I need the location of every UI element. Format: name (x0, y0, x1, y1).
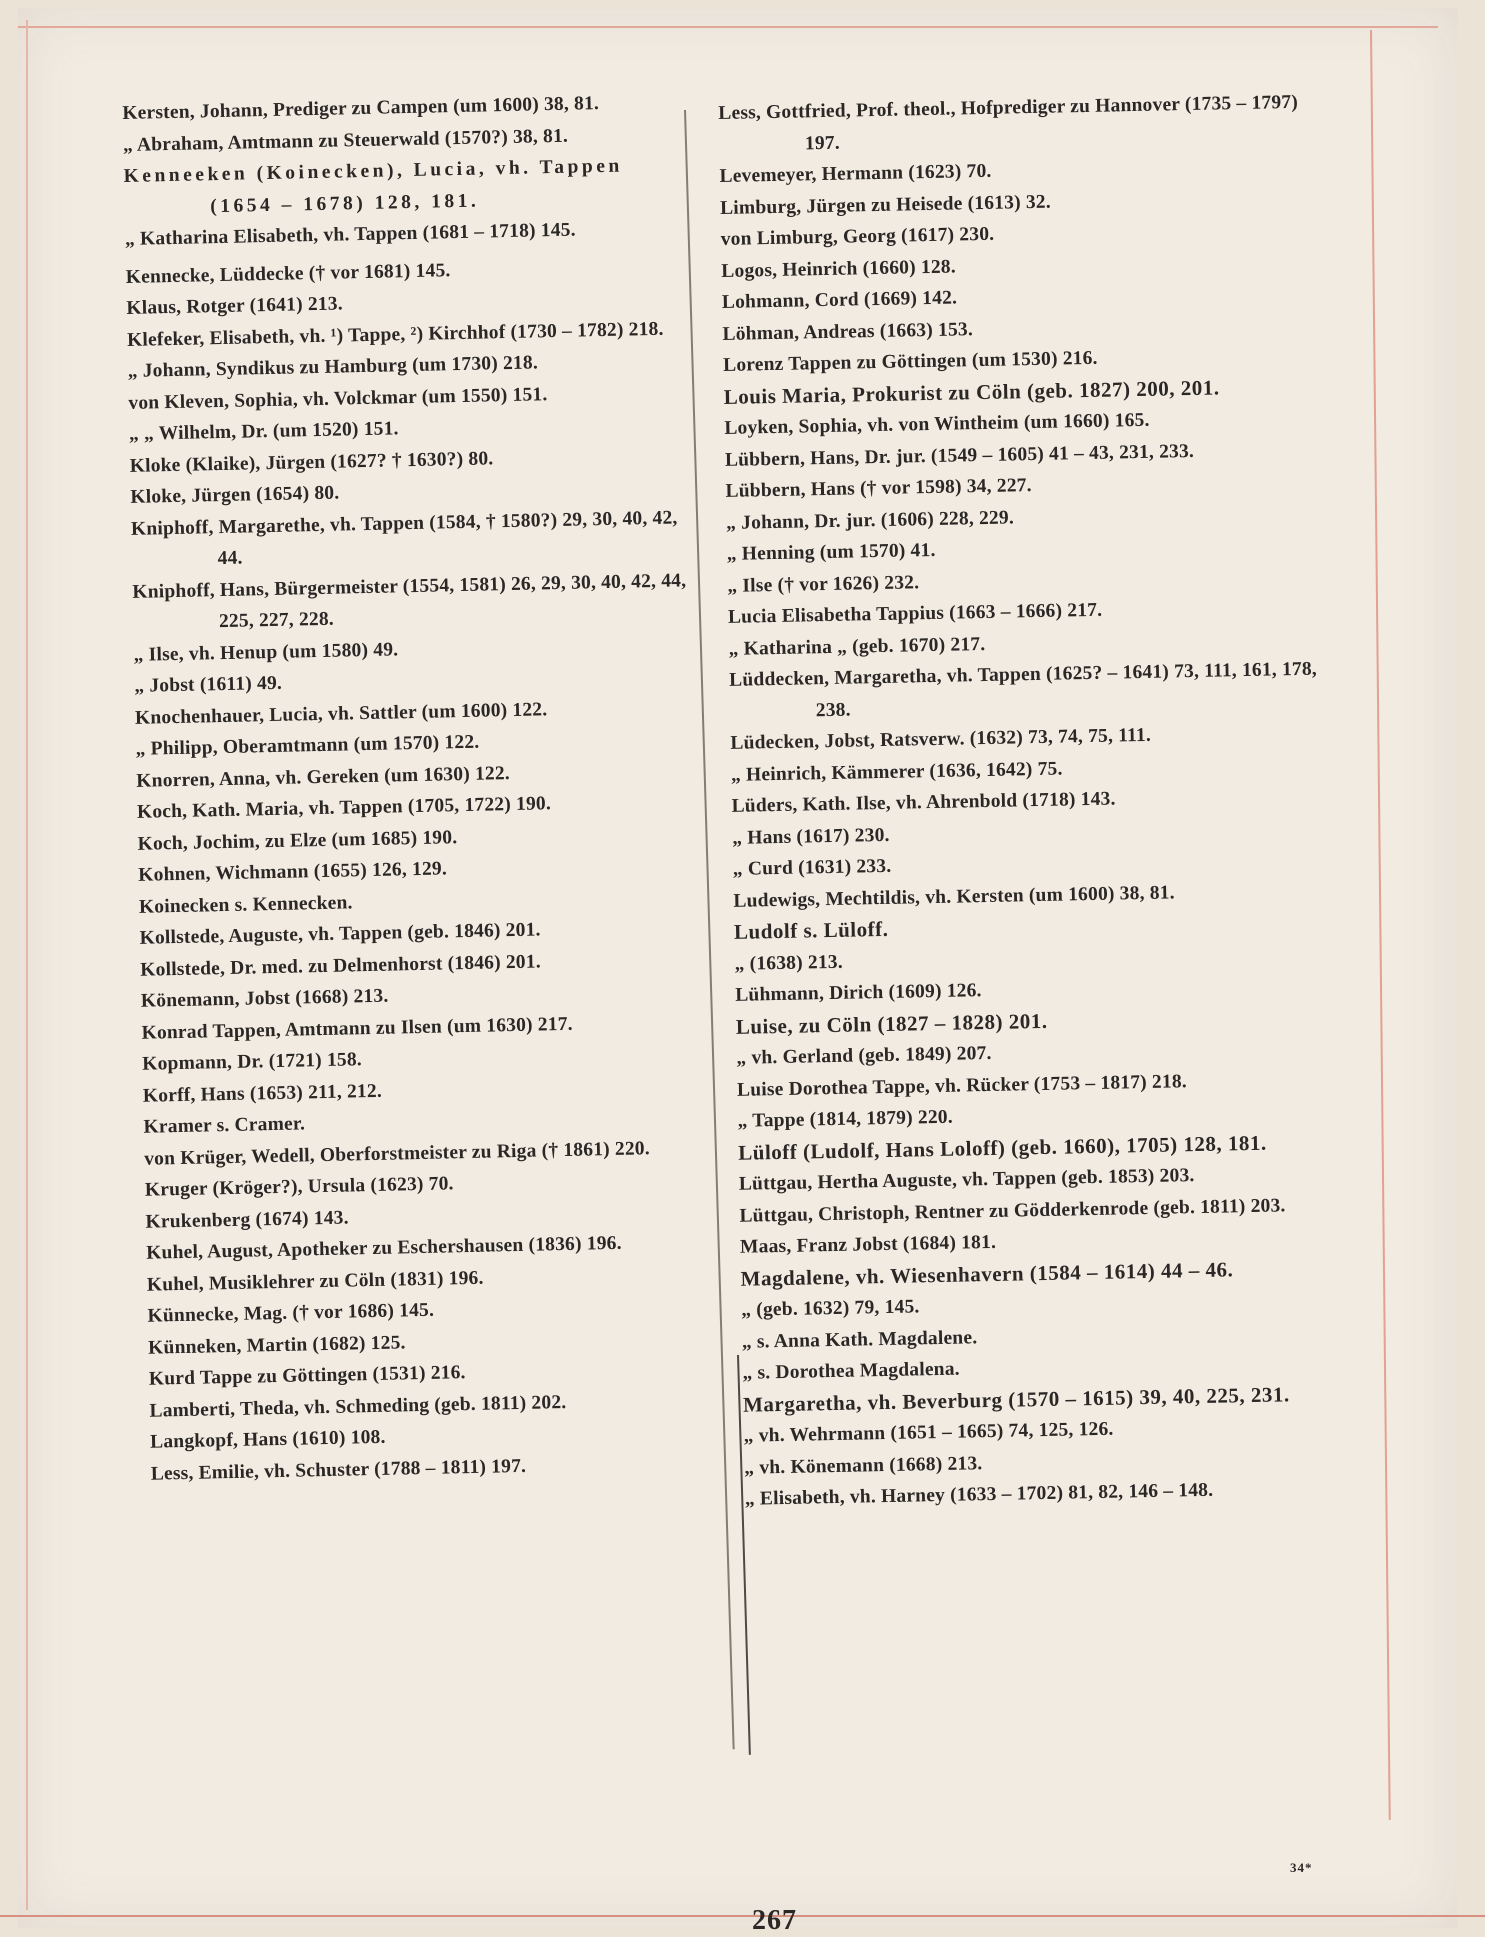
index-entry: Könemann, Jobst (1668) 213. (140, 985, 389, 1012)
index-entry: „ „ Wilhelm, Dr. (um 1520) 151. (128, 418, 399, 445)
index-entry: „ vh. Wehrmann (1651 – 1665) 74, 125, 126. (743, 1418, 1114, 1447)
index-entry: „ Katharina Elisabeth, vh. Tappen (1681 – 1718) 145. (124, 219, 576, 250)
index-entry: Lübbern, Hans († vor 1598) 34, 227. (725, 475, 1032, 502)
index-entry: Korff, Hans (1653) 211, 212. (142, 1080, 383, 1107)
index-entry: „ Tappe (1814, 1879) 220. (737, 1106, 954, 1132)
index-entry: Lübbern, Hans, Dr. jur. (1549 – 1605) 41 – 43, 231, 233. (724, 440, 1195, 471)
index-entry: Klefeker, Elisabeth, vh. ¹) Tappe, ²) Kirchhof (1730 – 1782) 218. (126, 318, 664, 351)
index-entry: Koch, Kath. Maria, vh. Tappen (1705, 1722) 190. (136, 793, 552, 823)
index-entry: „ Philipp, Oberamtmann (um 1570) 122. (135, 731, 480, 760)
index-entry: Kuhel, August, Apotheker zu Eschershausen (1836) 196. (145, 1232, 622, 1264)
index-entry: Kenneeken (Koinecken), Lucia, vh. Tappen (1654 – 1678) 128, 181. (123, 155, 623, 217)
index-entry-bold: Ludolf s. Lüloff. (733, 916, 889, 944)
index-entry: „ Katharina „ (geb. 1670) 217. (728, 633, 986, 660)
index-entry: Luise Dorothea Tappe, vh. Rücker (1753 – 1817) 218. (736, 1070, 1188, 1101)
index-entry: Kniphoff, Margarethe, vh. Tappen (1584, † 1580?) 29, 30, 40, 42, 44. (130, 506, 678, 570)
left-margin-rule (26, 20, 28, 1910)
index-entry: „ Ilse, vh. Henup (um 1580) 49. (133, 638, 399, 666)
bottom-margin-rule (0, 1915, 1485, 1917)
index-entry: „ Heinrich, Kämmerer (1636, 1642) 75. (730, 758, 1063, 786)
index-entry: Lüdecken, Jobst, Ratsverw. (1632) 73, 74, 75, 111. (730, 724, 1152, 754)
index-column-left (122, 86, 721, 1490)
index-entry: Kopmann, Dr. (1721) 158. (142, 1049, 363, 1075)
index-entry: Lüttgau, Hertha Auguste, vh. Tappen (geb. 1853) 203. (738, 1165, 1195, 1195)
index-entry: Knorren, Anna, vh. Gereken (um 1630) 122. (136, 762, 511, 792)
index-entry: „ vh. Könemann (1668) 213. (744, 1452, 983, 1479)
index-entry: Maas, Franz Jobst (1684) 181. (739, 1231, 997, 1258)
index-entry: „ Johann, Syndikus zu Hamburg (um 1730) 218. (127, 352, 539, 382)
index-entry-bold: Lüloff (Ludolf, Hans Loloff) (geb. 1660), 1705) 128, 181. (738, 1130, 1267, 1165)
index-entry: „ (geb. 1632) 79, 145. (741, 1296, 920, 1321)
index-entry: Löhman, Andreas (1663) 153. (722, 318, 974, 345)
index-entry: Langkopf, Hans (1610) 108. (149, 1426, 386, 1453)
index-entry: Koch, Jochim, zu Elze (um 1685) 190. (137, 826, 458, 855)
index-entry: Lüders, Kath. Ilse, vh. Ahrenbold (1718) 143. (731, 788, 1116, 817)
index-entry-bold: Louis Maria, Prokurist zu Cöln (geb. 1827) 200, 201. (723, 374, 1220, 409)
page-number: 267 (752, 1905, 797, 1936)
index-entry: Kollstede, Dr. med. zu Delmenhorst (1846) 201. (140, 950, 542, 981)
index-entry: Lohmann, Cord (1669) 142. (721, 287, 958, 313)
index-entry: „ Curd (1631) 233. (732, 855, 892, 880)
index-entry: Kramer s. Cramer. (143, 1113, 306, 1138)
index-entry: Levemeyer, Hermann (1623) 70. (719, 160, 992, 187)
index-entry: von Kleven, Sophia, vh. Volckmar (um 1550) 151. (128, 383, 548, 414)
index-entry: Künneken, Martin (1682) 125. (147, 1331, 406, 1359)
index-entry: Less, Gottfried, Prof. theol., Hofprediger zu Hannover (1735 – 1797) 197. (718, 91, 1299, 154)
index-entry: Lamberti, Theda, vh. Schmeding (geb. 1811) 202. (149, 1391, 567, 1422)
index-entry: „ vh. Gerland (geb. 1849) 207. (736, 1042, 992, 1069)
index-entry: Kniphoff, Hans, Bürgermeister (1554, 1581) 26, 29, 30, 40, 42, 44, 225, 227, 228. (132, 569, 687, 633)
index-entry: Lühmann, Dirich (1609) 126. (735, 980, 982, 1006)
index-entry: Kuhel, Musiklehrer zu Cöln (1831) 196. (146, 1267, 484, 1296)
index-entry: von Krüger, Wedell, Oberforstmeister zu Riga († 1861) 220. (144, 1137, 651, 1170)
index-entry-bold: Magdalene, vh. Wiesenhavern (1584 – 1614) 44 – 46. (740, 1256, 1234, 1291)
index-entry: Krukenberg (1674) 143. (145, 1207, 349, 1233)
index-entry: „ Jobst (1611) 49. (134, 672, 283, 697)
index-entry: Lucia Elisabetha Tappius (1663 – 1666) 217. (727, 599, 1103, 628)
index-entry: Logos, Heinrich (1660) 128. (721, 255, 956, 282)
index-entry: Lorenz Tappen zu Göttingen (um 1530) 216. (722, 347, 1098, 376)
sheet-signature-mark: 34* (1290, 1860, 1313, 1875)
index-entry: „ Henning (um 1570) 41. (726, 539, 936, 565)
index-entry: Kloke, Jürgen (1654) 80. (130, 482, 340, 508)
index-entry-bold: Luise, zu Cöln (1827 – 1828) 201. (735, 1008, 1048, 1039)
index-entry: „ Johann, Dr. jur. (1606) 228, 229. (725, 506, 1015, 534)
index-entry-bold: Margaretha, vh. Beverburg (1570 – 1615) 39, 40, 225, 231. (742, 1381, 1290, 1417)
index-entry: „ (1638) 213. (734, 951, 844, 975)
index-entry: Kloke (Klaike), Jürgen (1627? † 1630?) 80. (129, 447, 494, 477)
index-entry: Künnecke, Mag. († vor 1686) 145. (147, 1299, 435, 1327)
index-entry: Loyken, Sophia, vh. von Wintheim (um 1660) 165. (724, 409, 1150, 439)
index-entry: Knochenhauer, Lucia, vh. Sattler (um 1600) 122. (134, 698, 548, 729)
index-entry: Kohnen, Wichmann (1655) 126, 129. (138, 858, 448, 886)
index-entry: Kollstede, Auguste, vh. Tappen (geb. 1846) 201. (139, 919, 541, 949)
index-entry: Lüddecken, Margaretha, vh. Tappen (1625? – 1641) 73, 111, 161, 178, 238. (728, 658, 1318, 721)
index-entry: „ s. Anna Kath. Magdalene. (741, 1326, 978, 1353)
index-entry: Kersten, Johann, Prediger zu Campen (um 1600) 38, 81. (122, 93, 600, 124)
index-column-right (718, 86, 1345, 1515)
index-entry: Ludewigs, Mechtildis, vh. Kersten (um 1600) 38, 81. (733, 881, 1175, 912)
index-entry: Kurd Tappe zu Göttingen (1531) 216. (148, 1362, 466, 1390)
top-margin-rule (18, 26, 1438, 28)
index-entry: Koinecken s. Kennecken. (138, 891, 353, 918)
index-entry: „ Elisabeth, vh. Harney (1633 – 1702) 81, 82, 146 – 148. (744, 1479, 1214, 1510)
index-entry: Konrad Tappen, Amtmann zu Ilsen (um 1630) 217. (141, 1013, 573, 1044)
index-entry: Kruger (Kröger?), Ursula (1623) 70. (144, 1173, 454, 1201)
index-entry: Limburg, Jürgen zu Heisede (1613) 32. (719, 191, 1052, 219)
index-entry: Lüttgau, Christoph, Rentner zu Gödderkenrode (geb. 1811) 203. (739, 1194, 1286, 1227)
index-entry: Kennecke, Lüddecke († vor 1681) 145. (125, 259, 451, 288)
index-entry: Klaus, Rotger (1641) 213. (126, 293, 344, 319)
index-entry: „ Ilse († vor 1626) 232. (727, 571, 920, 597)
index-entry: „ s. Dorothea Magdalena. (742, 1358, 960, 1384)
index-entry: „ Hans (1617) 230. (732, 824, 890, 849)
index-entry: Less, Emilie, vh. Schuster (1788 – 1811) 197. (150, 1455, 527, 1485)
index-entry: „ Abraham, Amtmann zu Steuerwald (1570?) 38, 81. (122, 125, 569, 156)
index-entry: von Limburg, Georg (1617) 230. (720, 223, 995, 250)
